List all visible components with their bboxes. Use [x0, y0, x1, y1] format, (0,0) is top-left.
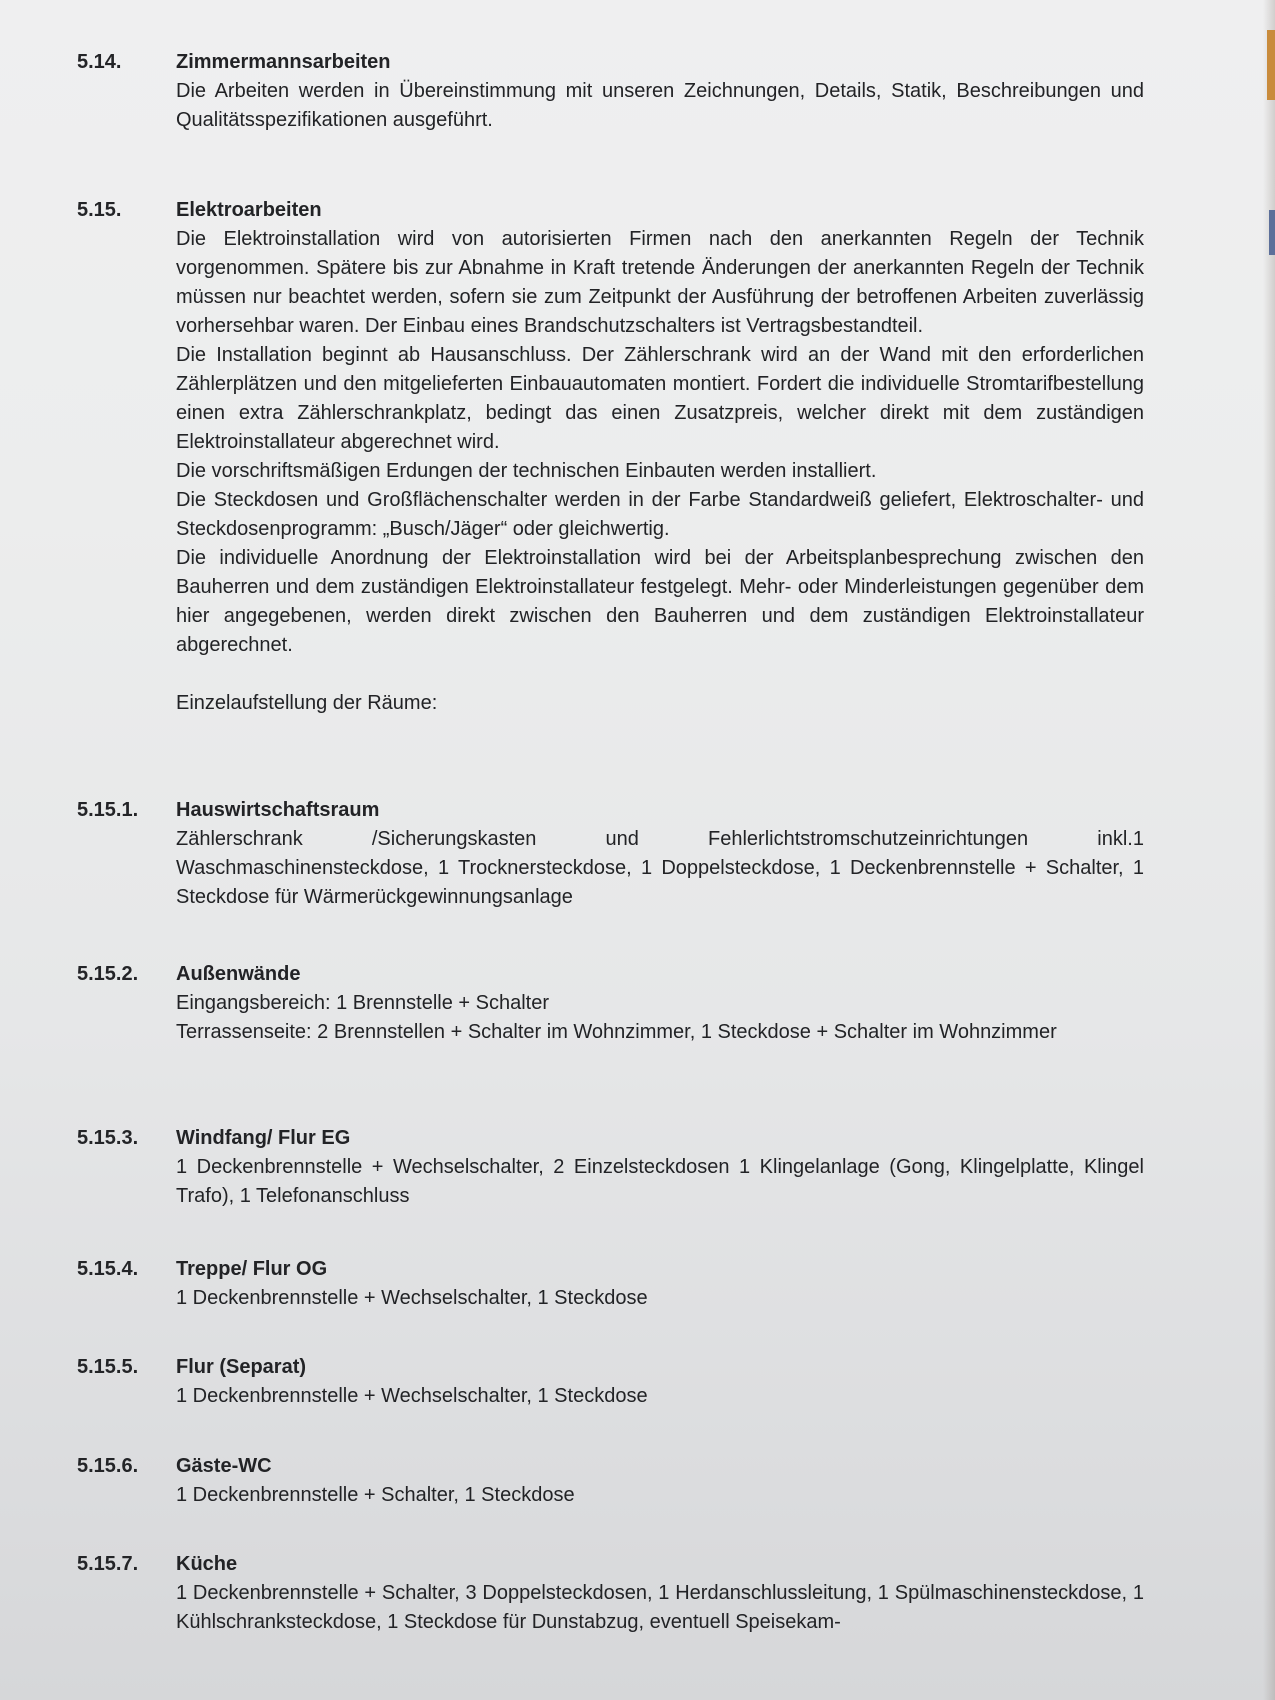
section-body	[176, 1452, 1144, 1510]
section-title: Außenwände	[176, 963, 301, 985]
section-title: Elektroarbeiten	[176, 199, 322, 221]
section-number: 5.15.4.	[77, 1258, 139, 1280]
section-text: 1 Deckenbrennstelle + Wechselschalter, 1 Steckdose	[176, 1287, 648, 1309]
section-text: 1 Deckenbrennstelle + Wechselschalter, 1 Steckdose	[176, 1385, 648, 1407]
section-body	[176, 196, 1144, 718]
section-text: 1 Deckenbrennstelle + Schalter, 1 Steckdose	[176, 1484, 575, 1506]
section-body	[176, 1255, 1144, 1313]
spacer	[176, 660, 1144, 689]
section-body	[176, 960, 1144, 1047]
section-text: Die Arbeiten werden in Übereinstimmung mit unseren Zeichnungen, Details, Statik, Beschreibungen und Qualitätsspezifikationen ausgeführt.	[176, 80, 1144, 131]
section-title: Windfang/ Flur EG	[176, 1127, 351, 1149]
section-number: 5.15.3.	[77, 1127, 139, 1149]
section-body	[176, 796, 1144, 912]
section-title: Zimmermannsarbeiten	[176, 51, 391, 73]
section-number: 5.15.7.	[77, 1553, 139, 1575]
section-body	[176, 48, 1144, 135]
section-title: Gäste-WC	[176, 1455, 272, 1477]
paragraph-arrangement: Die individuelle Anordnung der Elektroinstallation wird bei der Arbeitsplanbesprechung zwischen den Bauherren und dem zuständigen Elektroinstallateur festgelegt. Mehr- oder Minderleistungen gegenüber dem hier angegebenen, werden direkt zwischen den Bauherren und dem zuständigen Elektroinstallateur abgerechnet.	[176, 547, 1144, 656]
paragraph-sockets-switches: Die Steckdosen und Großflächenschalter werden in der Farbe Standardweiß geliefert, Elektroschalter- und Steckdosenprogramm: „Busch/Jäger“ oder gleichwertig.	[176, 489, 1144, 540]
paragraph-installation-rules: Die Elektroinstallation wird von autorisierten Firmen nach den anerkannten Regeln der Technik vorgenommen. Spätere bis zur Abnahme in Kraft tretende Änderungen der anerkannten Regeln der Technik müssen nur beachtet werden, sofern sie zum Zeitpunkt der Ausführung der betroffenen Arbeiten zuverlässig vorhersehbar waren. Der Einbau eines Brandschutzschalters ist Vertragsbestandteil.	[176, 228, 1144, 337]
section-text: 1 Deckenbrennstelle + Wechselschalter, 2 Einzelsteckdosen 1 Klingelanlage (Gong, Klingelplatte, Klingel Trafo), 1 Telefonanschluss	[176, 1156, 1144, 1207]
section-number: 5.15.	[77, 199, 122, 221]
section-number: 5.15.1.	[77, 799, 139, 821]
paragraph-meter-cabinet: Die Installation beginnt ab Hausanschluss. Der Zählerschrank wird an der Wand mit den erforderlichen Zählerplätzen und den mitgelieferten Einbauautomaten montiert. Fordert die individuelle Stromtarifbestellung einen extra Zählerschrankplatz, bedingt das einen Zusatzpreis, welcher direkt mit dem zuständigen Elektroinstallateur abgerechnet wird.	[176, 344, 1144, 453]
section-text: Zählerschrank /Sicherungskasten und Fehlerlichtstromschutzeinrichtungen inkl.1 Waschmaschinensteckdose, 1 Trocknersteckdose, 1 Doppelsteckdose, 1 Deckenbrennstelle + Schalter, 1 Steckdose für Wärmerückgewinnungsanlage	[176, 828, 1144, 908]
section-title: Küche	[176, 1553, 238, 1575]
entrance-line: Eingangsbereich: 1 Brennstelle + Schalter	[176, 992, 550, 1014]
section-number: 5.15.6.	[77, 1455, 139, 1477]
section-number: 5.15.5.	[77, 1356, 139, 1378]
rooms-heading: Einzelaufstellung der Räume:	[176, 692, 438, 714]
section-title: Hauswirtschaftsraum	[176, 799, 380, 821]
section-title: Flur (Separat)	[176, 1356, 307, 1378]
section-body	[176, 1353, 1144, 1411]
section-body	[176, 1550, 1144, 1637]
section-body	[176, 1124, 1144, 1211]
section-title: Treppe/ Flur OG	[176, 1258, 328, 1280]
section-number: 5.15.2.	[77, 963, 139, 985]
section-text: 1 Deckenbrennstelle + Schalter, 3 Doppelsteckdosen, 1 Herdanschlussleitung, 1 Spülmaschinensteckdose, 1 Kühlschranksteckdose, 1 Steckdose für Dunstabzug, eventuell Speisekam-	[176, 1582, 1144, 1633]
terrace-line: Terrassenseite: 2 Brennstellen + Schalter im Wohnzimmer, 1 Steckdose + Schalter im Wohnzimmer	[176, 1021, 1057, 1043]
paragraph-grounding: Die vorschriftsmäßigen Erdungen der technischen Einbauten werden installiert.	[176, 460, 877, 482]
section-number: 5.14.	[77, 51, 122, 73]
